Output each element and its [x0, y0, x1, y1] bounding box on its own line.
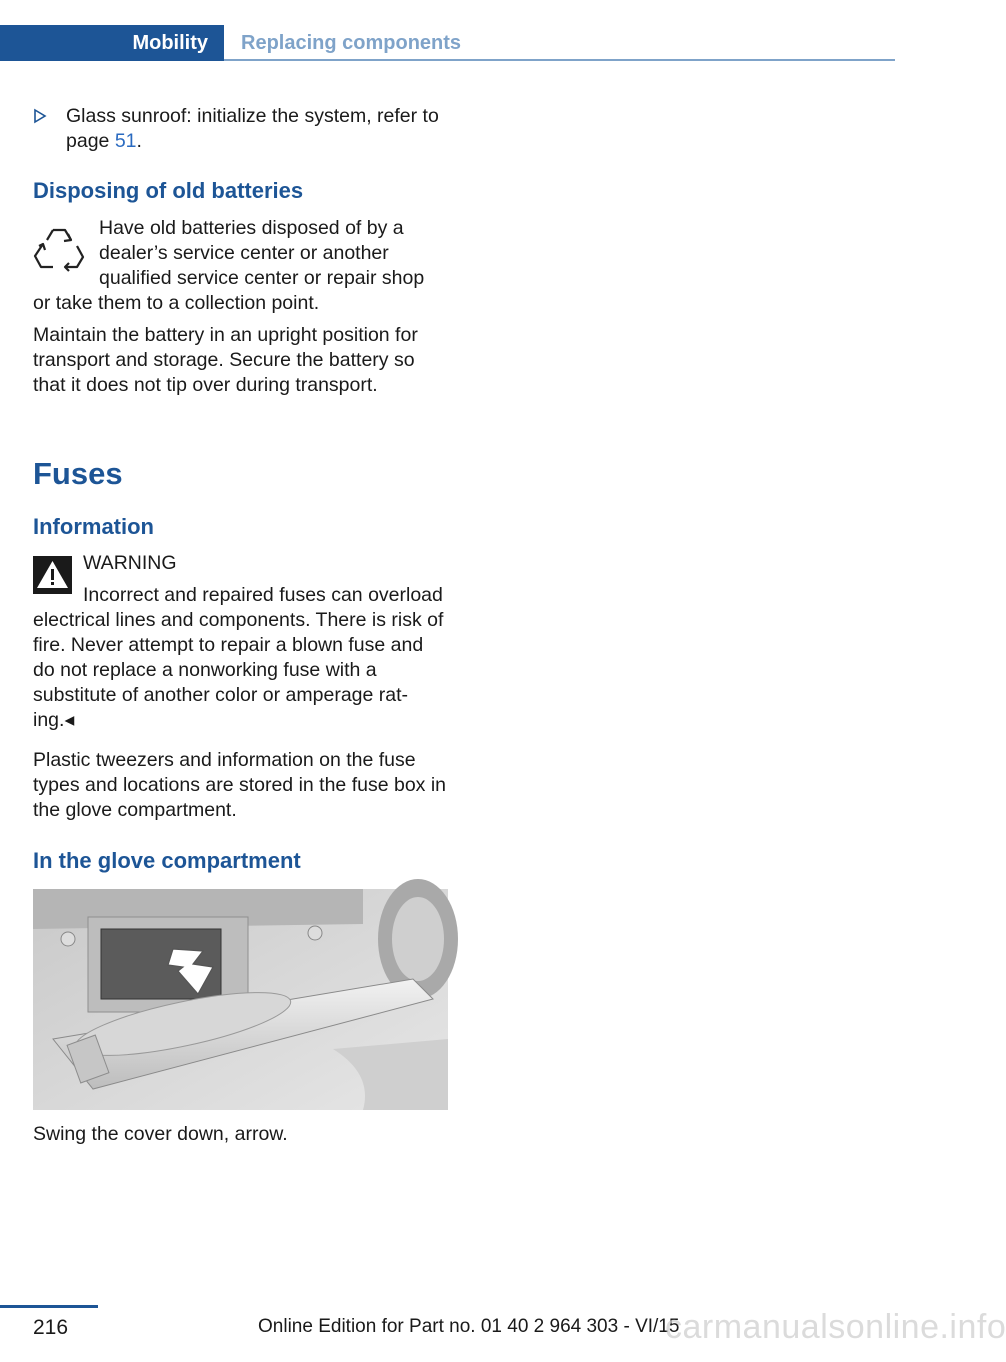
triangle-bullet-icon [33, 108, 47, 124]
section-heading: Information [33, 514, 154, 539]
bullet-text: Glass sunroof: initialize the system, refer to page 51. [66, 105, 439, 152]
footer-rule [0, 1305, 98, 1308]
page-header [0, 25, 895, 62]
page-number: 216 [33, 1316, 69, 1339]
fuse-info-paragraph: Plastic tweezers and information on the fuse types and locations are stored in the fuse box in the glove compartment. [33, 749, 447, 821]
figure-caption: Swing the cover down, arrow. [33, 1123, 288, 1145]
warning-icon [33, 556, 72, 594]
section-heading: Disposing of old batteries [33, 178, 304, 203]
warning-label: WARNING [83, 552, 177, 574]
dispose-paragraph: Maintain the battery in an upright position for transport and storage. Secure the battery so that it does not tip over during transport. [33, 324, 418, 396]
dispose-line-4: or take them to a collection point. [33, 292, 320, 314]
warning-line-1: Incorrect and repaired fuses can overload [83, 584, 443, 606]
list-item [33, 104, 449, 154]
header-rule [224, 59, 895, 61]
page-link[interactable]: 51 [114, 130, 137, 152]
glove-compartment-illustration [33, 889, 448, 1110]
chapter-tab: Mobility [0, 25, 224, 61]
watermark: carmanualsonline.info [665, 1308, 1006, 1346]
recycle-icon [33, 222, 85, 274]
section-heading: In the glove compartment [33, 848, 301, 873]
warning-text: electrical lines and components. There is risk of fire. Never attempt to repair a blown fuse and do not replace a nonworking fuse with a substitute of another color or amperage rat‐ing.◂ [33, 609, 444, 731]
section-tab: Replacing components [241, 31, 462, 54]
chapter-title: Fuses [33, 456, 123, 491]
edition-text: Online Edition for Part no. 01 40 2 964 303 - VI/15 [258, 1316, 680, 1337]
dispose-line-2: dealer’s service center or another [99, 242, 389, 264]
dispose-line-1: Have old batteries disposed of by a [99, 217, 404, 239]
dispose-line-3: qualified service center or repair shop [99, 267, 425, 289]
